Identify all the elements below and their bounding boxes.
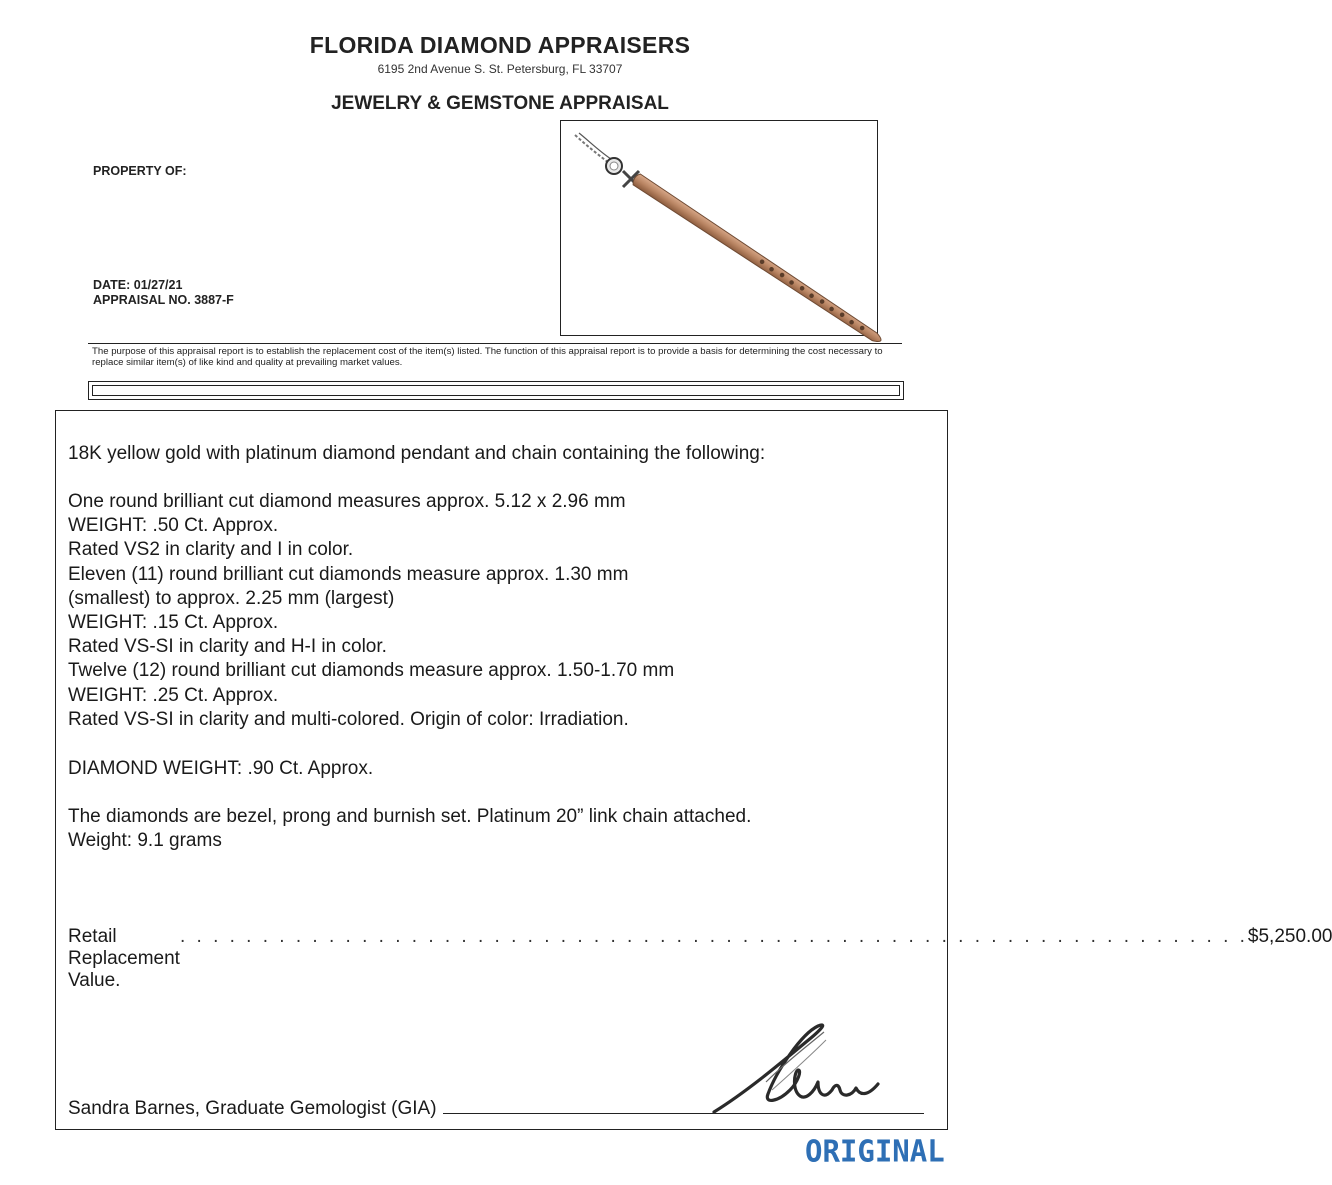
stone-line: WEIGHT: .50 Ct. Approx. [68,515,279,537]
signer-name: Sandra Barnes, Graduate Gemologist (GIA) [68,1098,437,1119]
setting-details [68,805,751,853]
pendant-image [561,121,876,334]
leader-dots: . . . . . . . . . . . . . . . . . . . . . . . . . . . . . . . . . . . . . . . . . . . . . . . . . . . . . . . . . . . . . . . . . [179,926,1248,947]
setting-line: The diamonds are bezel, prong and burnish set. Platinum 20” link chain attached. [68,806,752,827]
stone-line: One round brilliant cut diamond measures approx. 5.12 x 2.96 mm [68,491,626,512]
stone-line: Rated VS-SI in clarity and H-I in color. [68,636,387,658]
item-weight: Weight: 9.1 grams [68,830,222,852]
total-diamond-weight: DIAMOND WEIGHT: .90 Ct. Approx. [68,758,374,779]
stone-line: Eleven (11) round brilliant cut diamonds measure approx. 1.30 mm [68,563,629,585]
signature-image [706,1012,886,1117]
item-photo [560,120,878,336]
appraisal-number-value: 3887-F [194,293,234,307]
retail-value-amount: $5,250.00 [1247,926,1332,947]
date-label: DATE: [93,278,131,292]
stone-line: Twelve (12) round brilliant cut diamonds measure approx. 1.50-1.70 mm [68,660,675,682]
retail-value-row [68,926,1332,992]
gold-bar [631,173,884,347]
purpose-statement: The purpose of this appraisal report is to establish the replacement cost of the item(s) listed. The function of this appraisal report is to provide a basis for determining the cost necessary to replace similar item(s) of like kind and quality at prevailing market values. [92,346,883,368]
double-rule-bar [88,381,904,400]
retail-value-label: Retail Replacement Value. [68,926,180,991]
property-of-label: PROPERTY OF: [93,164,187,178]
stone-line: Rated VS2 in clarity and I in color. [68,539,354,561]
appraisal-number-label: APPRAISAL NO. [93,293,191,307]
item-intro: 18K yellow gold with platinum diamond pendant and chain containing the following: [68,443,766,464]
stone-details [68,490,674,732]
original-stamp: ORIGINAL [805,1133,945,1169]
appraisal-number-row [93,293,234,308]
company-name: FLORIDA DIAMOND APPRAISERS [309,32,691,58]
purpose-divider [88,343,902,344]
report-title: JEWELRY & GEMSTONE APPRAISAL [331,93,669,114]
stone-line: WEIGHT: .15 Ct. Approx. [68,612,279,634]
stone-line: Rated VS-SI in clarity and multi-colored. Origin of color: Irradiation. [68,708,629,730]
chain [575,135,609,163]
company-address: 6195 2nd Avenue S. St. Petersburg, FL 33707 [377,62,623,76]
stone-line: WEIGHT: .25 Ct. Approx. [68,684,279,706]
date-value: 01/27/21 [133,278,183,292]
stone-line: (smallest) to approx. 2.25 mm (largest) [68,587,395,609]
report-meta [93,278,234,308]
date-row [93,278,234,293]
